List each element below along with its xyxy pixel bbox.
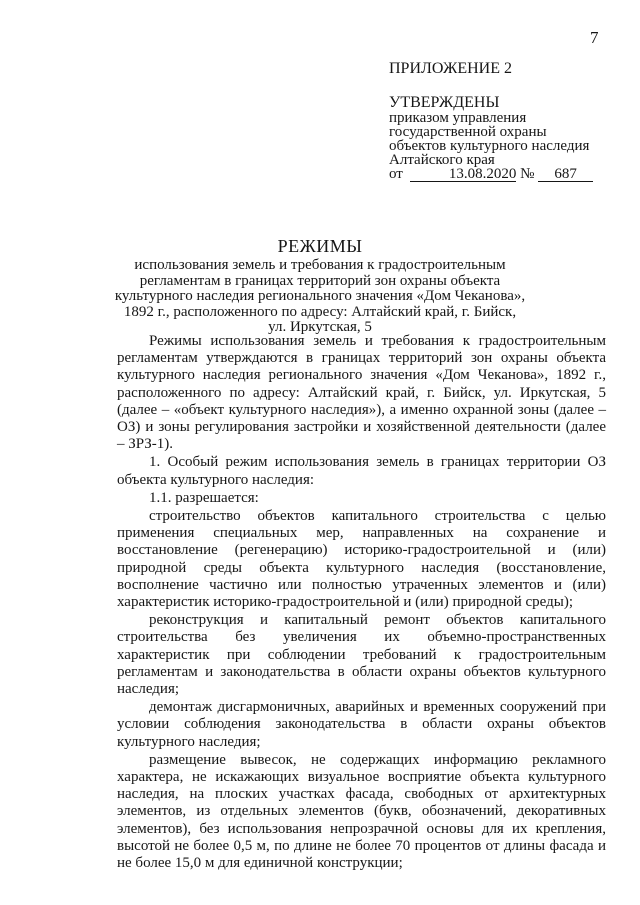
appendix-label: ПРИЛОЖЕНИЕ 2 [389, 60, 513, 77]
subtitle-line: использования земель и требования к градостроительным [134, 257, 506, 273]
subtitle-line: регламентам в границах территорий зон охраны объекта [139, 272, 501, 289]
approval-number: 687 [538, 168, 593, 182]
approval-line: Алтайского края [389, 152, 495, 168]
approval-line: приказом управления [389, 110, 527, 126]
subtitle-line: 1892 г., расположенного по адресу: Алтайский край, г. Бийск, [123, 303, 517, 320]
body-paragraph: Режимы использования земель и требования к градостроительным регламентам утверждаются в границах территорий зон охраны объекта культурного наследия регионального значения «Дом Чеканова», 1892 г., расположенного по адресу: Алтайский край, г. Бийск, ул. Иркутская, 5 (далее – «объект культурного наследия»), а именно охранной зоны (далее – ОЗ) и зоны регулирования застройки и хозяйственной деятельности (далее – ЗРЗ-1). [117, 333, 606, 453]
approval-block [389, 62, 593, 182]
approval-line: государственной охраны [389, 124, 547, 140]
approved-label: УТВЕРЖДЕНЫ [389, 94, 500, 111]
approval-line: объектов культурного наследия [389, 138, 590, 154]
approval-date: 13.08.2020 [410, 168, 516, 182]
date-prefix: от [389, 166, 403, 182]
page-number: 7 [590, 28, 599, 47]
document-subtitle [100, 258, 540, 336]
approval-date-line [389, 167, 593, 182]
body-paragraph: размещение вывесок, не содержащих информацию рекламного характера, не искажающих визуальное восприятие объекта культурного наследия, на плоских участках фасада, свободных от архитектурных элементов, из отдельных элементов (букв, обозначений, декоративных элементов), без использования непрозрачной основы для их крепления, высотой не более 0,5 м, по длине не более 70 процентов от длины фасада и не более 15,0 м для единичной конструкции; [117, 751, 606, 872]
document-title-block [100, 236, 540, 336]
body-paragraph: демонтаж дисгармоничных, аварийных и временных сооружений при условии соблюдения законодательства в области охраны объектов культурного наследия; [117, 699, 606, 750]
body-paragraph: 1.1. разрешается: [149, 489, 259, 506]
body-paragraph: 1. Особый режим использования земель в границах территории ОЗ объекта культурного наследия: [117, 454, 606, 488]
subtitle-line: культурного наследия регионального значения «Дом Чеканова», [114, 288, 526, 305]
document-body [117, 333, 606, 872]
document-title: РЕЖИМЫ [277, 236, 363, 256]
body-paragraph: реконструкция и капитальный ремонт объектов капитального строительства без увеличения их объемно-пространственных характеристик при соблюдении требований к градостроительным регламентам и законодательства в области охраны объектов культурного наследия; [117, 612, 606, 698]
subtitle-line: ул. Иркутская, 5 [268, 319, 372, 336]
body-paragraph: строительство объектов капитального строительства с целью применения специальных мер, направленных на сохранение и восстановление (регенерацию) историко-градостроительной и (или) природной среды объекта культурного наследия (восстановление, восполнение частично или полностью утраченных элементов и (или) характеристик историко-градостроительной и (или) природной среды); [117, 508, 606, 611]
number-sign: № [520, 166, 535, 182]
